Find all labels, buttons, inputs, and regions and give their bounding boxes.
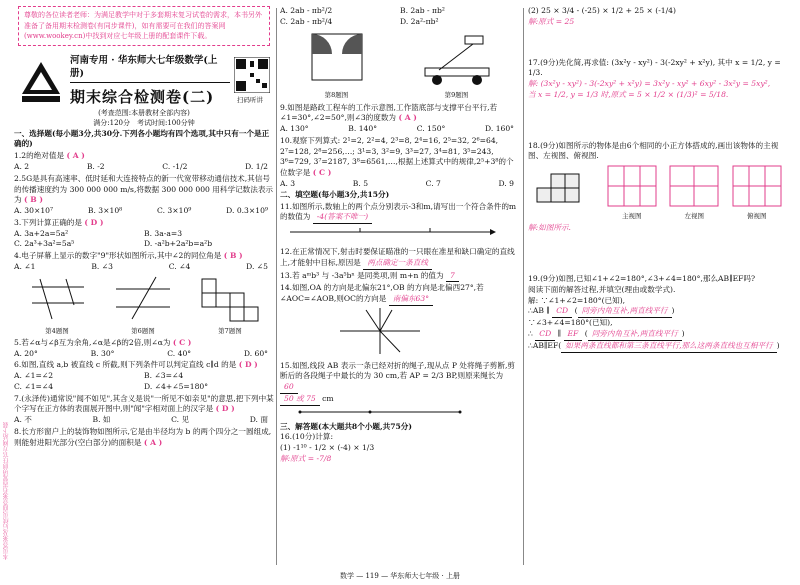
question-14: 14.如图,OA 的方向是北偏东21°,OB 的方向是北偏西27°,若∠AOC=∠AOB,则OC的方向是 南偏东63° [280,283,520,306]
solution-16-1: 解:原式 = -7/8 [280,453,332,463]
question-3: 3.下列计算正确的是 ( D ) [14,217,104,227]
exam-title: 期末综合检测卷(二) [70,88,215,107]
answer-7: ( D ) [215,404,235,414]
question-5: 5.若∠α与∠β互为余角,∠α是∠β的2倍,则∠α为 ( C ) [14,337,192,347]
options-3b: C. 2a³+3a²=5a⁵ D. -a²b+2a²b=a²b [14,239,213,249]
options-3a: A. 3a+2a=5a² B. 3a-a=3 [14,228,183,238]
question-10: 10.观察下列算式: 2¹=2, 2²=4, 2³=8, 2⁴=16, 2⁵=32, 2⁶=64, 2⁷=128, 2⁸=256,…; 3¹=3, 3²=9, 3³=27, 3⁴=81, 3⁵=243, 3⁶=729, 3⁷=2187, 3⁸=6561,…,根据上述算式中的规律,2⁵+3⁸的个位数字是 ( C ) [280,135,514,178]
answer-2: ( B ) [24,195,43,205]
side-watermark: 本页答案及后续页面答案若需要请前往官方网站下载 [3,422,10,560]
segment-ab-15 [280,406,480,418]
answer-3: ( D ) [84,217,104,227]
options-1: A. 2 B. -2 C. -1/2 D. 1/2 [14,161,268,171]
front-view-grid [606,164,658,208]
answer-6: ( D ) [238,360,258,370]
q19-line2: ∴AB ∥ CD ( 同旁内角互补,两直线平行 ) [528,306,788,318]
column-divider-1 [276,8,277,565]
q19-line3: ∵∠3+∠4=180°(已知), [528,318,613,328]
question-9: 9.如图是路政工程车的工作示意图,工作篮底部与支撑平台平行,若∠1=30°,∠2=50°,则∠3的度数为 ( A ) [280,102,498,123]
notice-box: 尊敬的各位读者老师：为满足教学中对于多套期末复习试卷的需求，本书另外准备了备用期末检测卷(有同步课件)，如有需要可在我们的答案网(www.wookey.cn)中找到对应七年级上册的配套课件下载。 [18,6,270,46]
question-6: 6.如图,直线 a,b 被直线 c 所截,则下列条件可以判定直线 c∥d 的是 ( D ) [14,360,258,370]
left-figures: 第4题图 第6题图 第7题图 [14,275,274,336]
right-column [528,0,788,585]
question-13: 13.若 aᵐb³ 与 -3a⁵bⁿ 是同类项,则 m+n 的值为 7 [280,271,520,283]
left-view-grid [668,164,720,208]
question-15-answer: 50 或 75 cm [280,394,520,406]
middle-column [280,0,520,585]
options-6a: A. ∠1=∠2 B. ∠3=∠4 [14,371,184,381]
expr-16-1: (1) -1¹⁰ - 1/2 × (-4) × 1/3 [280,443,375,453]
question-12: 12.在正常情况下,射击时要保证瞄准的一只眼在准星和缺口确定的直线上,才能射中目标,原因是 两点确定一条直线 [280,247,520,270]
book-series: 河南专用 · 华东师大七年级数学(上册) [70,54,230,84]
options-9: A. 130° B. 140° C. 150° D. 160° [280,124,514,134]
options-8b: C. 2ab - πb²/4 D. 2a²-πb² [280,16,439,26]
brand-header [18,54,270,109]
answer-1: ( A ) [66,151,85,161]
answer-8: ( A ) [143,437,163,447]
figure-9-work-truck [415,30,499,88]
question-11: 11.如图所示,数轴上的两个点分别表示-3和m,请写出一个符合条件的m的数值为 -4(答案不唯一) [280,202,520,225]
number-line-11 [280,224,500,242]
q19-line1: 解: ∵∠1+∠2=180°(已知), [528,295,626,305]
q19-intro: 阅读下面的解答过程,并填空(理由或数学式). [528,284,676,294]
figure-8-window [302,30,372,88]
options-6b: C. ∠1=∠4 D. ∠4+∠5=180° [14,381,209,391]
figure-18-solid [533,164,595,216]
options-8a: A. 2ab - πb²/2 B. 2ab - πb² [280,6,445,15]
question-8: 8.长方形窗户上的装饰物如图所示,它是由半径均为 b 的两个四分之一圆组成,则能射进阳光部分(空白部分)的面积是 ( A ) [14,427,272,447]
qr-caption: 扫码听讲 [237,96,263,105]
blank-11: -4(答案不唯一) [313,212,372,224]
column-divider-2 [523,8,524,565]
question-4: 4.电子屏幕上显示的数字"9"形状如图所示,其中∠2的同位角是 ( B ) [14,251,243,261]
question-17: 17.(9分)先化简,再求值: (3x²y - xy²) - 3(-2xy² + x²y), 其中 x = 1/2, y = 1/3. [528,57,781,78]
blank-13: 7 [446,271,459,283]
answer-9: ( A ) [398,113,417,123]
brand-logo [18,58,64,104]
solution-17-2: 当 x = 1/2, y = 1/3 时,原式 = 5 × 1/2 × (1/3)² = 5/18. [528,89,729,99]
blank-12: 两点确定一条直线 [363,258,432,270]
question-19: 19.(9分)如图,已知∠1+∠2=180°,∠3+∠4=180°,那么AB∥EF吗? [528,274,756,284]
section-2-heading: 二、填空题(每小题3分,共15分) [280,189,390,199]
top-view-grid [731,164,783,208]
expr-16-2: (2) 25 × 3/4 - (-25) × 1/2 + 25 × (-1/4) [528,6,676,15]
question-18: 18.(9分)如图所示的物体是由6个相同的小正方体搭成的,画出该物体的主视图、左视图、俯视图. [528,140,779,161]
options-4: A. ∠1 B. ∠3 C. ∠4 D. ∠5 [14,262,268,272]
q19-line5: ∴AB∥EF( 如果两条直线都和第三条直线平行,那么这两条直线也互相平行 ) [528,341,788,353]
solution-17-1: 解: (3x²y - xy²) - 3(-2xy² + x²y) = 3x²y - xy² + 6xy² - 3x²y = 5xy², [528,79,771,89]
answer-10: ( C ) [312,168,332,178]
options-5: A. 20° B. 30° C. 40° D. 60° [14,348,268,358]
section-1-heading: 一、选择题(每小题3分,共30分.下列各小题均有四个选项,其中只有一个是正确的) [14,128,270,149]
options-2: A. 30×10⁷ B. 3×10⁸ C. 3×10⁹ D. 0.3×10⁹ [14,206,268,216]
question-16: 16.(10分)计算: [280,432,334,442]
options-7: A. 不 B. 如 C. 见 D. 面 [14,415,268,425]
middle-figures: 第8题图 第9题图 [280,30,520,101]
blank-14: 南偏东63° [389,294,433,306]
figure-4-nine-shape [26,275,88,323]
section-3-heading: 三、解答题(本大题共8个小题,共75分) [280,421,412,431]
exam-score-time: 满分:120分 考试时间:100分钟 [93,118,195,127]
figure-14-compass [330,306,430,356]
qr-code-icon [234,57,270,93]
left-column [14,0,274,585]
question-1: 1.2的绝对值是 ( A ) [14,151,85,161]
blank-15a: 60 [280,382,298,394]
exam-scope: (考查范围:本册教材全部内容) [98,108,190,117]
answer-5: ( C ) [172,337,192,347]
solution-18: 解:如图所示. [528,223,571,233]
solution-16-2: 解:原式 = 25 [528,16,575,26]
figure-7-cube-net [198,275,262,323]
figure-6-lines [112,275,174,323]
question-7: 7.(永泽传)通常说"闻不如见",其含义是说"一所见不如亲见"的意思,把下列中某个字写在正方体的表面展开图中,则"闻"字相对面上的汉字是 ( D ) [14,393,274,414]
q19-line4: ∴ CD ∥ EF ( 同旁内角互补,两直线平行 ) [528,329,788,341]
views-18: 主视图 左视图 俯视图 [528,164,788,221]
answer-4: ( B ) [223,251,243,261]
options-10: A. 3 B. 5 C. 7 D. 9 [280,179,514,189]
blank-15b: 50 或 75 [280,394,320,406]
question-15: 15.如图,线段 AB 表示一条已经对折的绳子,现从点 P 处将绳子剪断,剪断后的各段绳子中最长的为 30 cm,若 AP = 2/3 BP,则原来绳长为 60 [280,361,520,394]
question-2: 2.5G是具有高速率、低时延和大连接特点的新一代宽带移动通信技术,其信号的传播速度约为 300 000 000 m/s,将数据 300 000 000 用科学记数法表示为 ( B ) [14,173,274,205]
page-footer: 数学 — 119 — 华东师大七年级 · 上册 [340,572,460,580]
